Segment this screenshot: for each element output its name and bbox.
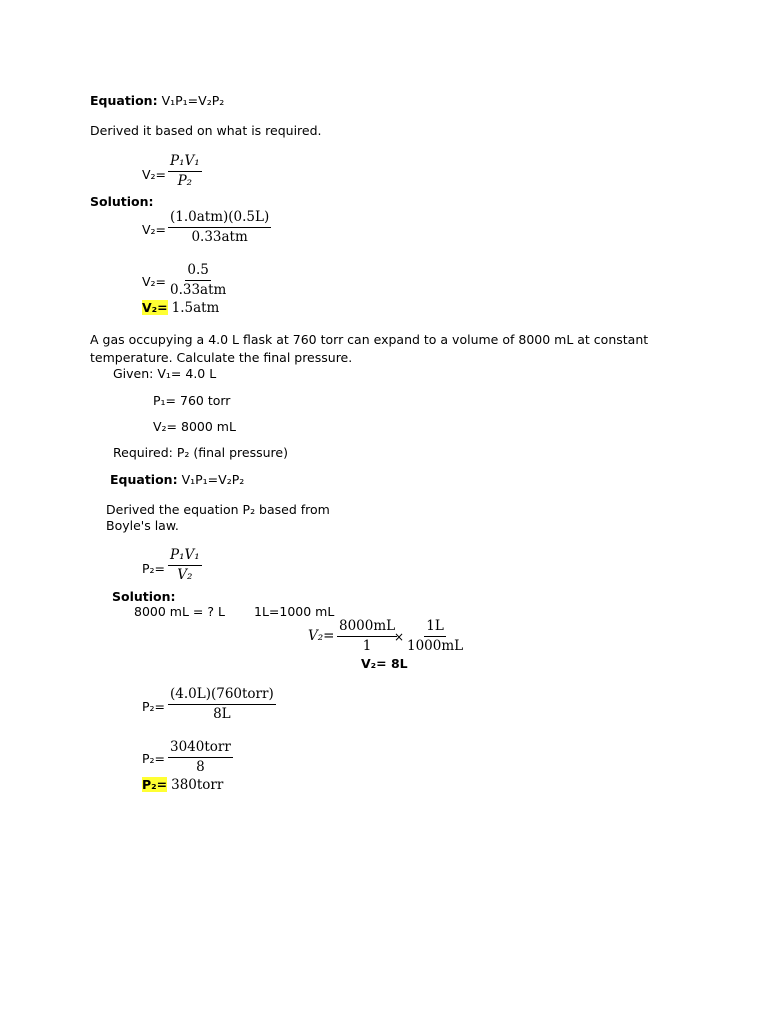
solution-label-2: Solution: — [112, 589, 176, 604]
derive-text: Derived it based on what is required. — [90, 123, 322, 138]
equation-label-2: Equation: — [110, 472, 178, 487]
conversion-lhs: V₂= — [308, 628, 335, 644]
conversion-numerator-2: 1L — [424, 620, 446, 637]
p2-step1-denominator: 8L — [213, 705, 231, 722]
p2-step1-lhs: P₂= — [142, 699, 166, 714]
problem-text: A gas occupying a 4.0 L flask at 760 torr can expand to a volume of 8000 mL at constant temperature. Calculate the final pressure. — [90, 332, 649, 366]
result-value: 1.5atm — [171, 300, 220, 316]
p2-step2-denominator: 8 — [196, 758, 205, 775]
result-label-highlight-2: P₂= — [142, 777, 168, 792]
equation-body-2: V₁P₁=V₂P₂ — [181, 472, 245, 487]
conversion-question: 8000 mL = ? L — [134, 604, 225, 619]
result-line-2 — [142, 777, 223, 793]
p2-step2-lhs: P₂= — [142, 751, 166, 766]
conversion-result: V₂= 8L — [361, 656, 408, 671]
v2-lhs: V₂= — [142, 167, 167, 182]
p2-step1-fraction — [168, 688, 276, 721]
step2-lhs: V₂= — [142, 274, 167, 289]
given-p1: P₁= 760 torr — [153, 393, 231, 408]
step2-denominator: 0.33atm — [170, 281, 227, 298]
step1-fraction — [168, 211, 271, 244]
given-v1: Given: V₁= 4.0 L — [113, 366, 217, 381]
step2-numerator: 0.5 — [185, 264, 210, 281]
equation-line-1 — [90, 93, 224, 108]
solution-label: Solution: — [90, 194, 154, 209]
p2-lhs: P₂= — [142, 561, 166, 576]
step1-denominator: 0.33atm — [191, 228, 248, 245]
p2-numerator: P₁V₁ — [168, 549, 202, 566]
p2-step1-numerator: (4.0L)(760torr) — [168, 688, 276, 705]
conversion-denominator-2: 1000mL — [407, 637, 464, 654]
v2-formula-fraction — [168, 155, 202, 188]
p2-formula-fraction — [168, 549, 202, 582]
given-v2: V₂= 8000 mL — [153, 419, 236, 434]
result-line-1 — [142, 300, 219, 316]
v2-numerator: P₁V₁ — [168, 155, 202, 172]
step2-fraction — [168, 264, 228, 297]
conversion-numerator-1: 8000mL — [337, 620, 397, 637]
derive-line-1: Derived the equation P₂ based from — [106, 502, 330, 517]
conversion-denominator-1: 1 — [362, 637, 372, 654]
p2-denominator: V₂ — [177, 566, 193, 583]
result-label-highlight: V₂= — [142, 300, 168, 315]
step1-lhs: V₂= — [142, 222, 167, 237]
conversion-factor: 1L=1000 mL — [254, 604, 335, 619]
times-symbol: × — [394, 630, 405, 644]
result-value-2: 380torr — [171, 777, 224, 793]
equation-line-2 — [110, 472, 244, 487]
conversion-fraction-2 — [405, 620, 465, 653]
required-text: Required: P₂ (final pressure) — [113, 445, 288, 460]
equation-label: Equation: — [90, 93, 158, 108]
v2-denominator: P₂ — [177, 172, 193, 189]
derive-line-2: Boyle's law. — [106, 518, 179, 533]
conversion-fraction-1 — [337, 620, 397, 653]
p2-step2-numerator: 3040torr — [168, 741, 233, 758]
equation-body: V₁P₁=V₂P₂ — [161, 93, 225, 108]
step1-numerator: (1.0atm)(0.5L) — [168, 211, 271, 228]
p2-step2-fraction — [168, 741, 233, 774]
